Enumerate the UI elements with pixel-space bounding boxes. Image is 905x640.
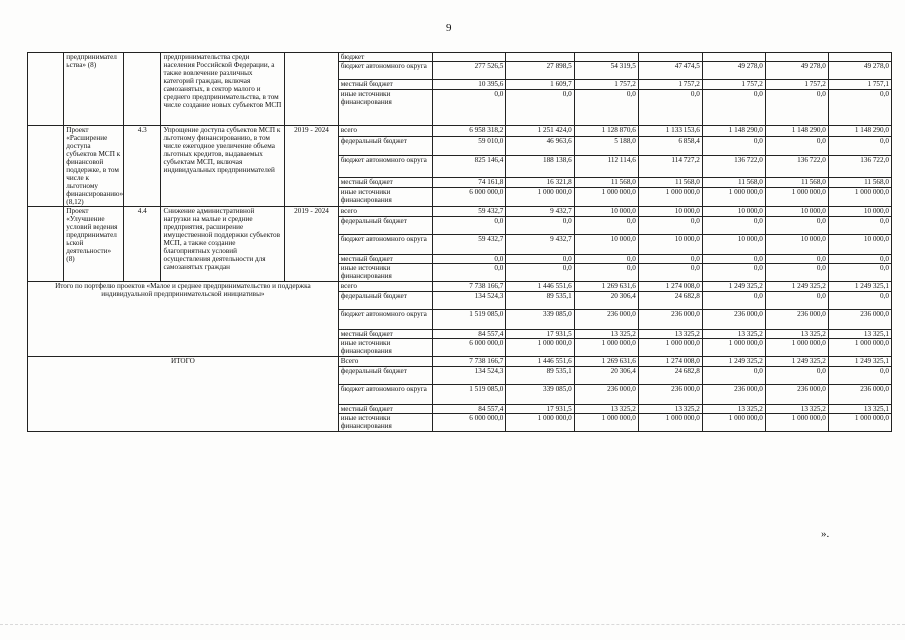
funding-source-cell: всего [338, 282, 432, 292]
blank-margin-cell [28, 126, 64, 207]
amount-cell: 0,0 [765, 217, 828, 235]
project-name-cell: предпринимател ьства» (8) [64, 53, 124, 126]
amount-cell: 49 278,0 [828, 62, 891, 80]
amount-cell: 277 526,5 [432, 62, 506, 80]
amount-cell: 0,0 [702, 255, 765, 264]
amount-cell: 13 325,2 [702, 405, 765, 414]
amount-cell: 1 148 290,0 [702, 126, 765, 137]
amount-cell: 1 757,2 [574, 80, 638, 90]
amount-cell: 1 000 000,0 [765, 187, 828, 206]
amount-cell: 13 325,2 [574, 405, 638, 414]
amount-cell: 0,0 [828, 90, 891, 126]
period-cell [285, 53, 338, 126]
amount-cell: 236 000,0 [638, 310, 702, 330]
amount-cell [638, 53, 702, 62]
amount-cell: 13 325,2 [638, 405, 702, 414]
amount-cell: 339 085,0 [506, 385, 574, 405]
amount-cell: 0,0 [638, 264, 702, 282]
amount-cell: 7 738 166,7 [432, 282, 506, 292]
amount-cell [828, 53, 891, 62]
amount-cell: 84 557,4 [432, 405, 506, 414]
amount-cell: 0,0 [638, 217, 702, 235]
amount-cell: 10 000,0 [702, 207, 765, 217]
amount-cell: 1 000 000,0 [702, 414, 765, 432]
amount-cell: 13 325,2 [638, 330, 702, 339]
amount-cell [765, 53, 828, 62]
amount-cell: 13 325,1 [828, 330, 891, 339]
total-row [28, 357, 892, 367]
amount-cell: 47 474,5 [638, 62, 702, 80]
amount-cell: 10 000,0 [638, 207, 702, 217]
amount-cell: 0,0 [702, 367, 765, 385]
amount-cell: 0,0 [765, 255, 828, 264]
funding-source-cell: иные источники финансирования [338, 264, 432, 282]
amount-cell: 114 727,2 [638, 156, 702, 178]
amount-cell: 0,0 [765, 264, 828, 282]
amount-cell: 11 568,0 [574, 177, 638, 187]
amount-cell: 0,0 [574, 217, 638, 235]
amount-cell [702, 53, 765, 62]
amount-cell: 1 519 085,0 [432, 310, 506, 330]
amount-cell: 10 000,0 [765, 207, 828, 217]
amount-cell: 0,0 [638, 255, 702, 264]
amount-cell: 46 963,6 [506, 136, 574, 155]
funding-source-cell: бюджет автономного округа [338, 385, 432, 405]
amount-cell: 0,0 [574, 264, 638, 282]
amount-cell: 825 146,4 [432, 156, 506, 178]
amount-cell: 1 000 000,0 [638, 339, 702, 357]
amount-cell: 13 325,2 [702, 330, 765, 339]
funding-source-cell: местный бюджет [338, 255, 432, 264]
funding-source-cell: бюджет [338, 53, 432, 62]
table-row [28, 207, 892, 217]
amount-cell: 1 249 325,1 [828, 357, 891, 367]
amount-cell: 9 432,7 [506, 235, 574, 255]
amount-cell: 11 568,0 [702, 177, 765, 187]
amount-cell: 0,0 [506, 217, 574, 235]
period-cell: 2019 - 2024 [285, 207, 338, 282]
funding-source-cell: всего [338, 126, 432, 137]
amount-cell: 1 000 000,0 [765, 414, 828, 432]
amount-cell: 0,0 [574, 90, 638, 126]
amount-cell: 84 557,4 [432, 330, 506, 339]
amount-cell: 11 568,0 [828, 177, 891, 187]
financing-table [27, 52, 892, 432]
amount-cell: 0,0 [765, 367, 828, 385]
total-label-cell: ИТОГО [28, 357, 339, 432]
funding-source-cell: иные источники финансирования [338, 90, 432, 126]
amount-cell: 0,0 [702, 217, 765, 235]
amount-cell: 59 432,7 [432, 235, 506, 255]
amount-cell: 0,0 [765, 292, 828, 310]
amount-cell: 136 722,0 [702, 156, 765, 178]
project-name-cell: Проект «Улучшение условий ведения предпринимател ьской деятельности» (8) [64, 207, 124, 282]
amount-cell: 0,0 [828, 217, 891, 235]
task-number-cell: 4.4 [124, 207, 161, 282]
funding-source-cell: бюджет автономного округа [338, 310, 432, 330]
amount-cell: 236 000,0 [574, 310, 638, 330]
amount-cell: 0,0 [702, 90, 765, 126]
funding-source-cell: бюджет автономного округа [338, 156, 432, 178]
amount-cell: 1 249 325,2 [765, 282, 828, 292]
amount-cell: 1 000 000,0 [702, 339, 765, 357]
period-cell: 2019 - 2024 [285, 126, 338, 207]
amount-cell: 54 319,5 [574, 62, 638, 80]
amount-cell: 1 249 325,1 [828, 282, 891, 292]
amount-cell: 0,0 [702, 264, 765, 282]
amount-cell: 1 446 551,6 [506, 357, 574, 367]
amount-cell: 59 010,0 [432, 136, 506, 155]
amount-cell: 6 858,4 [638, 136, 702, 155]
amount-cell: 17 931,5 [506, 330, 574, 339]
amount-cell: 1 000 000,0 [506, 414, 574, 432]
amount-cell: 1 000 000,0 [828, 339, 891, 357]
amount-cell: 1 274 008,0 [638, 282, 702, 292]
amount-cell: 1 757,2 [702, 80, 765, 90]
funding-source-cell: федеральный бюджет [338, 217, 432, 235]
amount-cell: 134 524,3 [432, 292, 506, 310]
amount-cell: 10 000,0 [574, 207, 638, 217]
task-description-cell: Упрощение доступа субъектов МСП к льготному финансированию, в том числе ежегодное увеличение объема льготных кредитов, выдаваемых субъектам МСП, включая индивидуальных предпринимателей [161, 126, 285, 207]
amount-cell: 1 249 325,2 [702, 357, 765, 367]
amount-cell: 236 000,0 [828, 310, 891, 330]
amount-cell: 1 757,2 [765, 80, 828, 90]
page-number: 9 [446, 22, 452, 34]
amount-cell: 1 269 631,6 [574, 282, 638, 292]
amount-cell: 1 000 000,0 [506, 339, 574, 357]
amount-cell: 89 535,1 [506, 292, 574, 310]
amount-cell: 27 898,5 [506, 62, 574, 80]
amount-cell: 7 738 166,7 [432, 357, 506, 367]
amount-cell: 6 000 000,0 [432, 339, 506, 357]
amount-cell: 1 133 153,6 [638, 126, 702, 137]
amount-cell: 236 000,0 [828, 385, 891, 405]
funding-source-cell: федеральный бюджет [338, 292, 432, 310]
amount-cell: 10 000,0 [828, 207, 891, 217]
amount-cell: 236 000,0 [574, 385, 638, 405]
amount-cell: 49 278,0 [702, 62, 765, 80]
amount-cell: 1 000 000,0 [638, 187, 702, 206]
amount-cell: 11 568,0 [765, 177, 828, 187]
amount-cell: 1 000 000,0 [828, 187, 891, 206]
blank-margin-cell [28, 53, 64, 126]
amount-cell: 10 000,0 [765, 235, 828, 255]
amount-cell: 1 000 000,0 [828, 414, 891, 432]
amount-cell: 10 000,0 [828, 235, 891, 255]
amount-cell: 236 000,0 [765, 385, 828, 405]
amount-cell: 1 274 008,0 [638, 357, 702, 367]
funding-source-cell: иные источники финансирования [338, 187, 432, 206]
amount-cell [432, 53, 506, 62]
amount-cell: 0,0 [638, 90, 702, 126]
amount-cell [506, 53, 574, 62]
amount-cell: 1 249 325,2 [702, 282, 765, 292]
amount-cell: 20 306,4 [574, 367, 638, 385]
funding-source-cell: бюджет автономного округа [338, 62, 432, 80]
table-row [28, 126, 892, 137]
amount-cell: 17 931,5 [506, 405, 574, 414]
amount-cell: 1 000 000,0 [702, 187, 765, 206]
amount-cell: 1 757,2 [638, 80, 702, 90]
amount-cell: 0,0 [765, 90, 828, 126]
amount-cell: 5 188,0 [574, 136, 638, 155]
amount-cell: 6 958 318,2 [432, 126, 506, 137]
amount-cell: 1 446 551,6 [506, 282, 574, 292]
funding-source-cell: иные источники финансирования [338, 339, 432, 357]
amount-cell: 24 682,8 [638, 292, 702, 310]
amount-cell: 1 609,7 [506, 80, 574, 90]
amount-cell: 1 000 000,0 [574, 339, 638, 357]
amount-cell: 0,0 [828, 264, 891, 282]
funding-source-cell: Всего [338, 357, 432, 367]
blank-margin-cell [28, 207, 64, 282]
funding-source-cell: местный бюджет [338, 80, 432, 90]
amount-cell: 0,0 [828, 367, 891, 385]
amount-cell: 0,0 [702, 136, 765, 155]
scan-edge-line [0, 624, 905, 625]
amount-cell: 0,0 [574, 255, 638, 264]
task-description-cell: предпринимательства среди населения Российской Федерации, а также вовлечение различных категорий граждан, включая самозанятых, в сектор малого и среднего предпринимательства, в том числе создание новых субъектов МСП [161, 53, 285, 126]
amount-cell: 9 432,7 [506, 207, 574, 217]
amount-cell: 1 000 000,0 [574, 187, 638, 206]
amount-cell: 0,0 [506, 90, 574, 126]
amount-cell: 13 325,2 [574, 330, 638, 339]
amount-cell: 1 000 000,0 [638, 414, 702, 432]
amount-cell: 236 000,0 [638, 385, 702, 405]
amount-cell [574, 53, 638, 62]
amount-cell: 16 321,8 [506, 177, 574, 187]
total-label-cell: Итого по портфелю проектов «Малое и среднее предпринимательство и поддержка индивидуальной предпринимательской инициативы» [28, 282, 339, 357]
amount-cell: 1 269 631,6 [574, 357, 638, 367]
table-row [28, 53, 892, 62]
amount-cell: 59 432,7 [432, 207, 506, 217]
amount-cell: 1 000 000,0 [765, 339, 828, 357]
project-name-cell: Проект «Расширение доступа субъектов МСП к финансовой поддержке, в том числе к льготному финансированию» (8,12) [64, 126, 124, 207]
amount-cell: 11 568,0 [638, 177, 702, 187]
amount-cell: 6 000 000,0 [432, 414, 506, 432]
amount-cell: 1 249 325,2 [765, 357, 828, 367]
amount-cell: 134 524,3 [432, 367, 506, 385]
amount-cell: 112 114,6 [574, 156, 638, 178]
funding-source-cell: местный бюджет [338, 177, 432, 187]
amount-cell: 0,0 [828, 136, 891, 155]
amount-cell: 13 325,1 [828, 405, 891, 414]
funding-source-cell: бюджет автономного округа [338, 235, 432, 255]
amount-cell: 1 148 290,0 [828, 126, 891, 137]
amount-cell: 188 138,6 [506, 156, 574, 178]
amount-cell: 0,0 [432, 90, 506, 126]
amount-cell: 89 535,1 [506, 367, 574, 385]
funding-source-cell: всего [338, 207, 432, 217]
amount-cell: 0,0 [702, 292, 765, 310]
funding-source-cell: иные источники финансирования [338, 414, 432, 432]
amount-cell: 0,0 [765, 136, 828, 155]
amount-cell: 0,0 [432, 255, 506, 264]
task-number-cell [124, 53, 161, 126]
funding-source-cell: федеральный бюджет [338, 136, 432, 155]
amount-cell: 1 251 424,0 [506, 126, 574, 137]
amount-cell: 6 000 000,0 [432, 187, 506, 206]
amount-cell: 0,0 [432, 217, 506, 235]
amount-cell: 10 395,6 [432, 80, 506, 90]
amount-cell: 0,0 [828, 292, 891, 310]
amount-cell: 0,0 [828, 255, 891, 264]
amount-cell: 136 722,0 [828, 156, 891, 178]
amount-cell: 1 000 000,0 [574, 414, 638, 432]
amount-cell: 1 148 290,0 [765, 126, 828, 137]
amount-cell: 339 085,0 [506, 310, 574, 330]
total-row [28, 282, 892, 292]
task-number-cell: 4.3 [124, 126, 161, 207]
amount-cell: 136 722,0 [765, 156, 828, 178]
amount-cell: 236 000,0 [702, 310, 765, 330]
amount-cell: 1 128 870,6 [574, 126, 638, 137]
amount-cell: 0,0 [432, 264, 506, 282]
amount-cell: 1 757,1 [828, 80, 891, 90]
funding-source-cell: федеральный бюджет [338, 367, 432, 385]
amount-cell: 10 000,0 [574, 235, 638, 255]
amount-cell: 0,0 [506, 264, 574, 282]
amount-cell: 10 000,0 [638, 235, 702, 255]
amount-cell: 236 000,0 [765, 310, 828, 330]
amount-cell: 20 306,4 [574, 292, 638, 310]
amount-cell: 0,0 [506, 255, 574, 264]
amount-cell: 24 682,8 [638, 367, 702, 385]
amount-cell: 13 325,2 [765, 330, 828, 339]
task-description-cell: Снижение административной нагрузки на малые и средние предприятия, расширение имущественной поддержки субъектов МСП, а также создание благоприятных условий осуществления деятельности для самозанятых граждан [161, 207, 285, 282]
funding-source-cell: местный бюджет [338, 405, 432, 414]
amount-cell: 10 000,0 [702, 235, 765, 255]
amount-cell: 1 000 000,0 [506, 187, 574, 206]
amount-cell: 1 519 085,0 [432, 385, 506, 405]
amount-cell: 13 325,2 [765, 405, 828, 414]
funding-source-cell: местный бюджет [338, 330, 432, 339]
closing-quote: ». [821, 528, 830, 540]
amount-cell: 236 000,0 [702, 385, 765, 405]
amount-cell: 49 278,0 [765, 62, 828, 80]
amount-cell: 74 161,8 [432, 177, 506, 187]
